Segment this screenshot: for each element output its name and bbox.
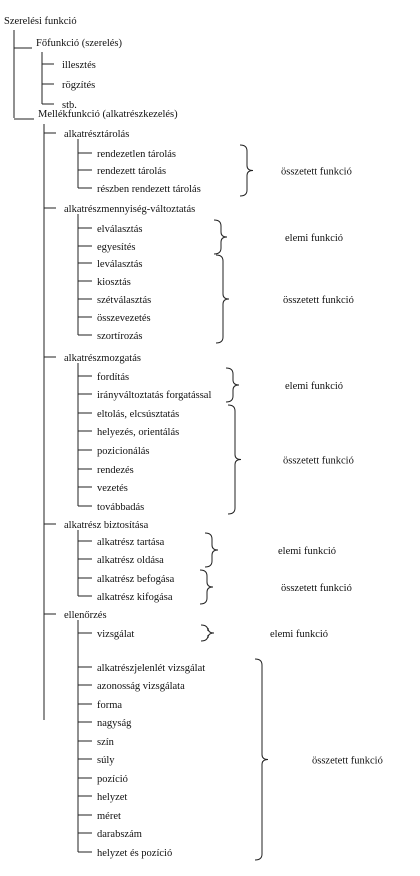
- composite-function-brace: [228, 405, 241, 514]
- item-label: rendezés: [97, 465, 134, 476]
- group-label: alkatrésztárolás: [64, 129, 130, 140]
- composite-function-annotation: összetett funkció: [281, 166, 352, 178]
- item-label: rendezetlen tárolás: [97, 149, 176, 160]
- item-label: méret: [97, 811, 121, 822]
- elementary-function-annotation: elemi funkció: [285, 233, 344, 244]
- composite-function-annotation: összetett funkció: [281, 583, 352, 594]
- auxiliary-function-label: Mellékfunkció (alkatrészkezelés): [38, 109, 178, 120]
- item-label: alkatrész befogása: [97, 574, 175, 585]
- group-label: alkatrészmennyiség-változtatás: [64, 204, 196, 215]
- main-function-item: rögzítés: [62, 80, 96, 91]
- item-label: leválasztás: [97, 259, 143, 270]
- item-label: részben rendezett tárolás: [97, 184, 201, 195]
- item-label: irányváltoztatás forgatással: [97, 390, 212, 401]
- item-label: szortírozás: [97, 331, 143, 342]
- item-label: továbbadás: [97, 502, 145, 513]
- main-function-item: illesztés: [62, 60, 96, 71]
- elementary-function-brace: [201, 625, 214, 641]
- elementary-function-brace: [214, 220, 227, 254]
- item-label: egyesítés: [97, 242, 136, 253]
- item-label: alkatrészjelenlét vizsgálat: [97, 663, 206, 674]
- elementary-function-brace: [205, 533, 218, 567]
- item-label: vizsgálat: [97, 629, 135, 640]
- item-label: összevezetés: [97, 313, 151, 324]
- elementary-function-annotation: elemi funkció: [278, 546, 337, 557]
- composite-function-brace: [200, 570, 213, 604]
- composite-function-annotation: összetett funkció: [283, 455, 354, 467]
- item-label: azonosság vizsgálata: [97, 681, 185, 692]
- elementary-function-annotation: elemi funkció: [285, 381, 344, 392]
- item-label: darabszám: [97, 829, 142, 840]
- elementary-function-annotation: elemi funkció: [270, 629, 329, 640]
- item-label: forma: [97, 700, 123, 711]
- elementary-function-brace: [226, 368, 239, 402]
- root-label: Szerelési funkció: [4, 16, 77, 27]
- item-label: súly: [97, 755, 115, 766]
- composite-function-annotation: összetett funkció: [283, 295, 354, 306]
- item-label: szétválasztás: [97, 295, 152, 306]
- item-label: pozíció: [97, 774, 128, 785]
- item-label: alkatrész oldása: [97, 555, 164, 566]
- group-label: ellenőrzés: [64, 610, 107, 621]
- composite-function-brace: [216, 255, 229, 343]
- item-label: helyzet: [97, 792, 128, 803]
- item-label: vezetés: [97, 483, 128, 494]
- item-label: kiosztás: [97, 277, 131, 288]
- group-label: alkatrészmozgatás: [64, 353, 141, 364]
- composite-function-brace: [240, 145, 253, 196]
- item-label: szín: [97, 737, 114, 748]
- composite-function-brace: [255, 659, 268, 860]
- main-function-item: stb.: [62, 100, 77, 111]
- item-label: fordítás: [97, 372, 130, 383]
- item-label: helyezés, orientálás: [97, 427, 180, 438]
- main-function-label: Főfunkció (szerelés): [36, 38, 123, 49]
- item-label: alkatrész kifogása: [97, 592, 173, 603]
- composite-function-annotation: összetett funkció: [312, 755, 383, 767]
- item-label: helyzet és pozíció: [97, 848, 173, 859]
- item-label: rendezett tárolás: [97, 166, 167, 177]
- item-label: alkatrész tartása: [97, 537, 165, 548]
- item-label: nagyság: [97, 718, 132, 729]
- item-label: elválasztás: [97, 224, 143, 235]
- item-label: eltolás, elcsúsztatás: [97, 409, 180, 420]
- item-label: pozicionálás: [97, 446, 150, 457]
- group-label: alkatrész biztosítása: [64, 520, 149, 531]
